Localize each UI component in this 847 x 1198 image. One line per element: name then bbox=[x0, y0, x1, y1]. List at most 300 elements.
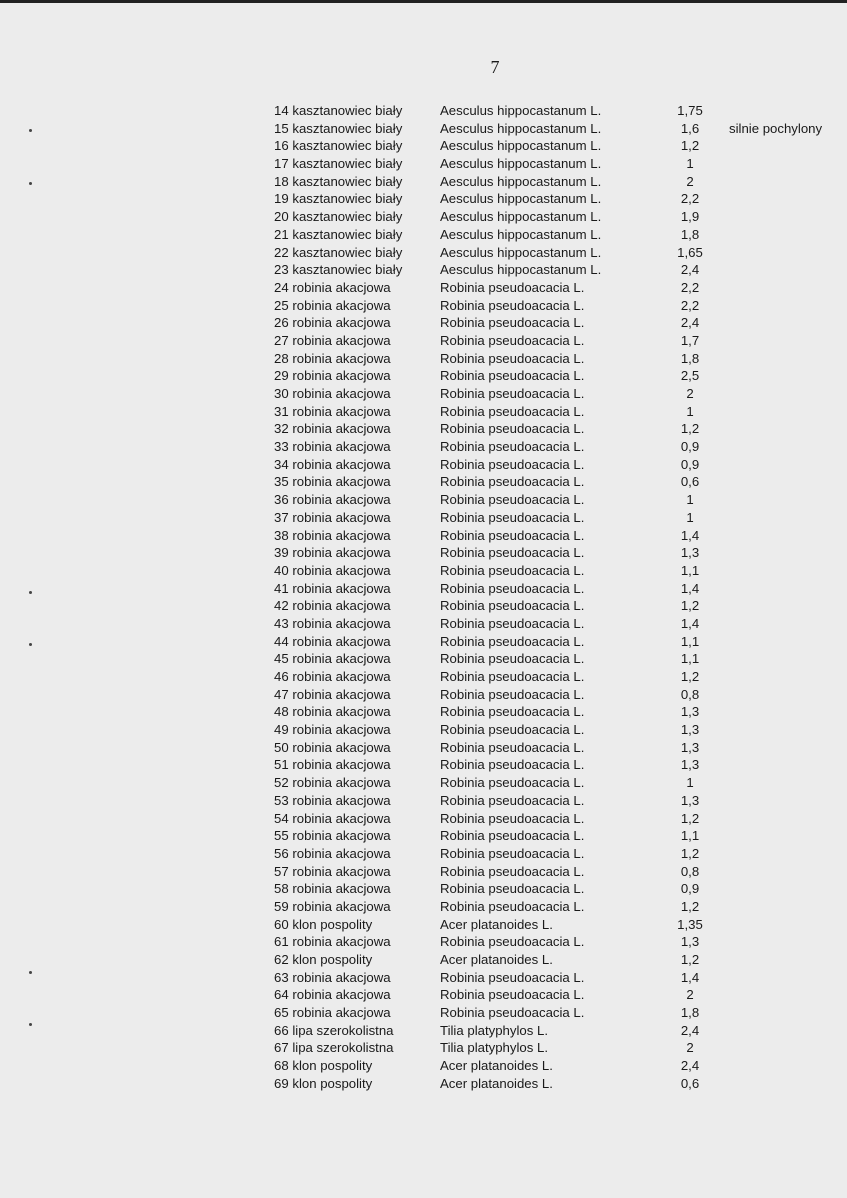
tree-name-cell bbox=[274, 880, 391, 898]
tree-name: robinia akacjowa bbox=[292, 350, 391, 366]
tree-name-cell bbox=[274, 668, 391, 686]
value-cell: 1,2 bbox=[680, 598, 700, 614]
value-cell: 0,8 bbox=[680, 686, 700, 702]
value-cell: 2,4 bbox=[680, 315, 700, 331]
table-row bbox=[0, 863, 847, 881]
value-cell: 0,6 bbox=[680, 474, 700, 490]
latin-name-cell: Robinia pseudoacacia L. bbox=[440, 332, 585, 348]
latin-name-cell: Aesculus hippocastanum L. bbox=[440, 103, 602, 118]
value-cell: 1,3 bbox=[680, 722, 700, 738]
tree-name-cell bbox=[274, 633, 391, 651]
table-row bbox=[0, 969, 847, 987]
table-row bbox=[0, 456, 847, 474]
tree-name: robinia akacjowa bbox=[292, 739, 391, 755]
latin-name-cell: Robinia pseudoacacia L. bbox=[440, 403, 585, 419]
tree-name-cell bbox=[274, 739, 391, 757]
tree-name-cell bbox=[274, 845, 391, 863]
table-row bbox=[0, 615, 847, 633]
tree-name-cell bbox=[274, 1075, 372, 1093]
row-number: 18 bbox=[274, 173, 289, 189]
tree-name: robinia akacjowa bbox=[292, 810, 391, 826]
value-cell: 1,2 bbox=[680, 952, 700, 967]
value-cell: 1,3 bbox=[680, 757, 700, 773]
tree-name-cell bbox=[274, 863, 391, 881]
tree-name: robinia akacjowa bbox=[292, 332, 391, 348]
table-row bbox=[0, 1039, 847, 1057]
value-cell: 2,4 bbox=[680, 262, 700, 278]
tree-name: robinia akacjowa bbox=[292, 615, 391, 631]
value-cell: 2,2 bbox=[680, 279, 700, 295]
value-cell: 1,4 bbox=[680, 580, 700, 596]
tree-name: lipa szerokolistna bbox=[292, 1022, 394, 1038]
table-row bbox=[0, 527, 847, 545]
tree-name: robinia akacjowa bbox=[292, 898, 391, 914]
tree-name: robinia akacjowa bbox=[292, 987, 391, 1003]
table-row bbox=[0, 137, 847, 155]
value-cell: 1,2 bbox=[680, 845, 700, 861]
table-row bbox=[0, 509, 847, 527]
row-number: 44 bbox=[274, 633, 289, 649]
value-cell: 1,2 bbox=[680, 669, 700, 684]
tree-name: robinia akacjowa bbox=[292, 279, 391, 295]
table-row bbox=[0, 1057, 847, 1075]
table-row bbox=[0, 155, 847, 173]
table-row bbox=[0, 951, 847, 969]
table-row bbox=[0, 208, 847, 226]
row-number: 67 bbox=[274, 1040, 289, 1056]
latin-name-cell: Aesculus hippocastanum L. bbox=[440, 226, 602, 242]
table-row bbox=[0, 562, 847, 580]
tree-name-cell bbox=[274, 827, 391, 845]
latin-name-cell: Robinia pseudoacacia L. bbox=[440, 421, 585, 437]
tree-name-cell bbox=[274, 226, 402, 244]
tree-name: robinia akacjowa bbox=[292, 792, 391, 808]
value-cell: 1,2 bbox=[680, 138, 700, 154]
tree-name: robinia akacjowa bbox=[292, 297, 391, 313]
row-number: 31 bbox=[274, 403, 289, 419]
tree-name-cell bbox=[274, 756, 391, 774]
row-number: 42 bbox=[274, 598, 289, 614]
latin-name-cell: Aesculus hippocastanum L. bbox=[440, 262, 602, 278]
row-number: 68 bbox=[274, 1058, 289, 1074]
table-row bbox=[0, 827, 847, 845]
tree-name-cell bbox=[274, 314, 391, 332]
table-row bbox=[0, 633, 847, 651]
latin-name-cell: Robinia pseudoacacia L. bbox=[440, 580, 585, 596]
row-number: 50 bbox=[274, 739, 289, 755]
row-number: 34 bbox=[274, 456, 289, 472]
row-number: 21 bbox=[274, 226, 289, 242]
tree-name-cell bbox=[274, 190, 402, 208]
tree-name-cell bbox=[274, 580, 391, 598]
tree-name: robinia akacjowa bbox=[292, 845, 391, 861]
row-number: 16 bbox=[274, 138, 289, 154]
table-row bbox=[0, 332, 847, 350]
value-cell: 2,4 bbox=[680, 1022, 700, 1038]
latin-name-cell: Robinia pseudoacacia L. bbox=[440, 279, 585, 295]
row-number: 29 bbox=[274, 368, 289, 384]
page-number: 7 bbox=[490, 57, 500, 77]
row-number: 64 bbox=[274, 987, 289, 1003]
row-number: 36 bbox=[274, 492, 289, 508]
table-row bbox=[0, 367, 847, 385]
value-cell: 1,3 bbox=[680, 934, 700, 950]
table-row bbox=[0, 739, 847, 757]
latin-name-cell: Robinia pseudoacacia L. bbox=[440, 792, 585, 808]
value-cell: 2 bbox=[686, 173, 694, 189]
latin-name-cell: Robinia pseudoacacia L. bbox=[440, 315, 585, 331]
row-number: 54 bbox=[274, 810, 289, 826]
table-row bbox=[0, 597, 847, 615]
row-number: 14 bbox=[274, 103, 289, 118]
table-row bbox=[0, 845, 847, 863]
tree-name-cell bbox=[274, 491, 391, 509]
latin-name-cell: Robinia pseudoacacia L. bbox=[440, 474, 585, 490]
tree-name-cell bbox=[274, 208, 402, 226]
tree-name: klon pospolity bbox=[292, 916, 373, 932]
row-number: 56 bbox=[274, 845, 289, 861]
table-row bbox=[0, 544, 847, 562]
row-number: 33 bbox=[274, 439, 289, 455]
row-number: 46 bbox=[274, 669, 289, 684]
value-cell: 2 bbox=[686, 987, 694, 1003]
tree-name: robinia akacjowa bbox=[292, 722, 391, 738]
table-row bbox=[0, 650, 847, 668]
tree-name: kasztanowiec biały bbox=[292, 209, 403, 225]
value-cell: 0,6 bbox=[680, 1075, 700, 1091]
table-row bbox=[0, 420, 847, 438]
row-number: 63 bbox=[274, 969, 289, 985]
tree-name-cell bbox=[274, 774, 391, 792]
row-number: 47 bbox=[274, 686, 289, 702]
tree-name-cell bbox=[274, 933, 391, 951]
tree-name: robinia akacjowa bbox=[292, 863, 391, 879]
tree-name-cell bbox=[274, 332, 391, 350]
row-number: 17 bbox=[274, 156, 289, 172]
latin-name-cell: Acer platanoides L. bbox=[440, 1058, 553, 1074]
tree-name-cell bbox=[274, 951, 372, 969]
latin-name-cell: Aesculus hippocastanum L. bbox=[440, 244, 602, 260]
row-number: 45 bbox=[274, 651, 289, 667]
row-number: 24 bbox=[274, 279, 289, 295]
latin-name-cell: Robinia pseudoacacia L. bbox=[440, 350, 585, 366]
value-cell: 2,2 bbox=[680, 297, 700, 313]
row-number: 52 bbox=[274, 775, 289, 791]
latin-name-cell: Robinia pseudoacacia L. bbox=[440, 775, 585, 791]
latin-name-cell: Robinia pseudoacacia L. bbox=[440, 987, 585, 1003]
tree-name-cell bbox=[274, 1004, 391, 1022]
tree-name: robinia akacjowa bbox=[292, 669, 391, 684]
latin-name-cell: Robinia pseudoacacia L. bbox=[440, 845, 585, 861]
row-number: 15 bbox=[274, 120, 289, 136]
row-number: 55 bbox=[274, 828, 289, 844]
tree-name: robinia akacjowa bbox=[292, 651, 391, 667]
table-row bbox=[0, 350, 847, 368]
tree-name-cell bbox=[274, 615, 391, 633]
latin-name-cell: Robinia pseudoacacia L. bbox=[440, 722, 585, 738]
tree-name: robinia akacjowa bbox=[292, 545, 391, 561]
row-number: 48 bbox=[274, 704, 289, 720]
tree-name-cell bbox=[274, 597, 391, 615]
tree-name: robinia akacjowa bbox=[292, 315, 391, 331]
table-row bbox=[0, 120, 847, 138]
tree-name-cell bbox=[274, 244, 402, 262]
value-cell: 1,35 bbox=[677, 916, 703, 932]
tree-name: robinia akacjowa bbox=[292, 386, 391, 401]
latin-name-cell: Acer platanoides L. bbox=[440, 1075, 553, 1091]
value-cell: 1,8 bbox=[680, 226, 700, 242]
latin-name-cell: Robinia pseudoacacia L. bbox=[440, 386, 585, 401]
table-row bbox=[0, 1004, 847, 1022]
tree-name-cell bbox=[274, 456, 391, 474]
table-row bbox=[0, 226, 847, 244]
row-number: 26 bbox=[274, 315, 289, 331]
row-number: 38 bbox=[274, 527, 289, 543]
table-row bbox=[0, 1075, 847, 1093]
tree-name: robinia akacjowa bbox=[292, 828, 391, 844]
value-cell: 1 bbox=[686, 156, 694, 172]
value-cell: 2,4 bbox=[680, 1058, 700, 1074]
tree-name: robinia akacjowa bbox=[292, 881, 391, 897]
table-row bbox=[0, 473, 847, 491]
value-cell: 2 bbox=[686, 386, 694, 401]
value-cell: 1,2 bbox=[680, 898, 700, 914]
value-cell: 1,4 bbox=[680, 527, 700, 543]
table-row bbox=[0, 297, 847, 315]
latin-name-cell: Aesculus hippocastanum L. bbox=[440, 173, 602, 189]
tree-name: robinia akacjowa bbox=[292, 598, 391, 614]
table-row bbox=[0, 102, 847, 120]
latin-name-cell: Aesculus hippocastanum L. bbox=[440, 191, 602, 207]
value-cell: 0,9 bbox=[680, 439, 700, 455]
tree-name: klon pospolity bbox=[292, 1075, 373, 1091]
row-number: 53 bbox=[274, 792, 289, 808]
table-row bbox=[0, 703, 847, 721]
tree-name-cell bbox=[274, 527, 391, 545]
value-cell: 1,65 bbox=[677, 244, 703, 260]
latin-name-cell: Robinia pseudoacacia L. bbox=[440, 810, 585, 826]
row-number: 49 bbox=[274, 722, 289, 738]
latin-name-cell: Aesculus hippocastanum L. bbox=[440, 138, 602, 154]
tree-name-cell bbox=[274, 792, 391, 810]
tree-name-cell bbox=[274, 1022, 394, 1040]
value-cell: 1,3 bbox=[680, 792, 700, 808]
tree-name: kasztanowiec biały bbox=[292, 120, 403, 136]
row-number: 69 bbox=[274, 1075, 289, 1091]
tree-name: robinia akacjowa bbox=[292, 403, 391, 419]
table-row bbox=[0, 792, 847, 810]
tree-name-cell bbox=[274, 562, 391, 580]
tree-name-cell bbox=[274, 1057, 372, 1075]
value-cell: 1,1 bbox=[680, 651, 700, 667]
latin-name-cell: Robinia pseudoacacia L. bbox=[440, 509, 585, 525]
latin-name-cell: Robinia pseudoacacia L. bbox=[440, 898, 585, 914]
latin-name-cell: Robinia pseudoacacia L. bbox=[440, 368, 585, 384]
tree-name: robinia akacjowa bbox=[292, 439, 391, 455]
latin-name-cell: Robinia pseudoacacia L. bbox=[440, 828, 585, 844]
value-cell: 1,2 bbox=[680, 810, 700, 826]
value-cell: 2,5 bbox=[680, 368, 700, 384]
row-number: 20 bbox=[274, 209, 289, 225]
tree-name: kasztanowiec biały bbox=[292, 226, 403, 242]
tree-name: robinia akacjowa bbox=[292, 686, 391, 702]
tree-name-cell bbox=[274, 120, 402, 138]
tree-name: kasztanowiec biały bbox=[292, 138, 403, 154]
latin-name-cell: Robinia pseudoacacia L. bbox=[440, 863, 585, 879]
table-row bbox=[0, 933, 847, 951]
tree-name-cell bbox=[274, 544, 391, 562]
value-cell: 1,4 bbox=[680, 615, 700, 631]
value-cell: 1,9 bbox=[680, 209, 700, 225]
row-number: 25 bbox=[274, 297, 289, 313]
value-cell: 2,2 bbox=[680, 191, 700, 207]
latin-name-cell: Tilia platyphylos L. bbox=[440, 1040, 548, 1056]
latin-name-cell: Robinia pseudoacacia L. bbox=[440, 881, 585, 897]
latin-name-cell: Aesculus hippocastanum L. bbox=[440, 209, 602, 225]
row-number: 19 bbox=[274, 191, 289, 207]
table-row bbox=[0, 880, 847, 898]
latin-name-cell: Robinia pseudoacacia L. bbox=[440, 633, 585, 649]
row-number: 41 bbox=[274, 580, 289, 596]
latin-name-cell: Robinia pseudoacacia L. bbox=[440, 739, 585, 755]
row-number: 58 bbox=[274, 881, 289, 897]
row-number: 60 bbox=[274, 916, 289, 932]
tree-name: robinia akacjowa bbox=[292, 969, 391, 985]
tree-name-cell bbox=[274, 420, 391, 438]
table-row bbox=[0, 756, 847, 774]
table-row bbox=[0, 385, 847, 403]
latin-name-cell: Robinia pseudoacacia L. bbox=[440, 527, 585, 543]
value-cell: 1,1 bbox=[680, 633, 700, 649]
tree-name: lipa szerokolistna bbox=[292, 1040, 394, 1056]
table-row bbox=[0, 774, 847, 792]
tree-name: robinia akacjowa bbox=[292, 492, 391, 508]
tree-name-cell bbox=[274, 986, 391, 1004]
row-number: 32 bbox=[274, 421, 289, 437]
tree-name: robinia akacjowa bbox=[292, 509, 391, 525]
tree-name-cell bbox=[274, 969, 391, 987]
tree-name-cell bbox=[274, 155, 402, 173]
table-row bbox=[0, 810, 847, 828]
row-number: 37 bbox=[274, 509, 289, 525]
tree-name: robinia akacjowa bbox=[292, 421, 391, 437]
row-number: 35 bbox=[274, 474, 289, 490]
row-number: 65 bbox=[274, 1005, 289, 1021]
latin-name-cell: Robinia pseudoacacia L. bbox=[440, 757, 585, 773]
value-cell: 1,75 bbox=[677, 103, 703, 118]
row-number: 51 bbox=[274, 757, 289, 773]
tree-name-cell bbox=[274, 509, 391, 527]
table-row bbox=[0, 668, 847, 686]
value-cell: 1 bbox=[686, 509, 694, 525]
value-cell: 1,1 bbox=[680, 562, 700, 578]
tree-name-cell bbox=[274, 350, 391, 368]
tree-inventory-table bbox=[0, 102, 847, 1093]
tree-name-cell bbox=[274, 279, 391, 297]
value-cell: 1,8 bbox=[680, 350, 700, 366]
tree-name: robinia akacjowa bbox=[292, 633, 391, 649]
tree-name: kasztanowiec biały bbox=[292, 156, 403, 172]
row-number: 43 bbox=[274, 615, 289, 631]
latin-name-cell: Tilia platyphylos L. bbox=[440, 1022, 548, 1038]
value-cell: 0,9 bbox=[680, 881, 700, 897]
latin-name-cell: Robinia pseudoacacia L. bbox=[440, 669, 585, 684]
latin-name-cell: Robinia pseudoacacia L. bbox=[440, 969, 585, 985]
tree-name-cell bbox=[274, 721, 391, 739]
latin-name-cell: Acer platanoides L. bbox=[440, 916, 553, 932]
scan-top-border bbox=[0, 0, 847, 3]
tree-name: robinia akacjowa bbox=[292, 934, 391, 950]
latin-name-cell: Robinia pseudoacacia L. bbox=[440, 686, 585, 702]
table-row bbox=[0, 279, 847, 297]
latin-name-cell: Robinia pseudoacacia L. bbox=[440, 297, 585, 313]
row-number: 57 bbox=[274, 863, 289, 879]
latin-name-cell: Robinia pseudoacacia L. bbox=[440, 439, 585, 455]
table-row bbox=[0, 580, 847, 598]
table-row bbox=[0, 898, 847, 916]
latin-name-cell: Robinia pseudoacacia L. bbox=[440, 615, 585, 631]
tree-name-cell bbox=[274, 703, 391, 721]
tree-name-cell bbox=[274, 403, 391, 421]
latin-name-cell: Robinia pseudoacacia L. bbox=[440, 545, 585, 561]
tree-name-cell bbox=[274, 102, 402, 120]
tree-name: robinia akacjowa bbox=[292, 580, 391, 596]
table-row bbox=[0, 244, 847, 262]
tree-name-cell bbox=[274, 916, 372, 934]
table-row bbox=[0, 491, 847, 509]
tree-name: robinia akacjowa bbox=[292, 368, 391, 384]
tree-name-cell bbox=[274, 898, 391, 916]
tree-name-cell bbox=[274, 261, 402, 279]
tree-name-cell bbox=[274, 367, 391, 385]
row-number: 30 bbox=[274, 386, 289, 401]
row-number: 28 bbox=[274, 350, 289, 366]
tree-name: klon pospolity bbox=[292, 1058, 373, 1074]
latin-name-cell: Robinia pseudoacacia L. bbox=[440, 598, 585, 614]
tree-name: robinia akacjowa bbox=[292, 775, 391, 791]
tree-name: robinia akacjowa bbox=[292, 757, 391, 773]
tree-name: kasztanowiec biały bbox=[292, 262, 403, 278]
value-cell: 1,3 bbox=[680, 545, 700, 561]
value-cell: 1,4 bbox=[680, 969, 700, 985]
value-cell: 1 bbox=[686, 775, 694, 791]
value-cell: 1,1 bbox=[680, 828, 700, 844]
table-row bbox=[0, 190, 847, 208]
table-row bbox=[0, 314, 847, 332]
tree-name-cell bbox=[274, 473, 391, 491]
table-row bbox=[0, 403, 847, 421]
tree-name: robinia akacjowa bbox=[292, 474, 391, 490]
table-row bbox=[0, 1022, 847, 1040]
row-number: 62 bbox=[274, 952, 289, 967]
tree-name: robinia akacjowa bbox=[292, 527, 391, 543]
tree-name: robinia akacjowa bbox=[292, 704, 391, 720]
tree-name-cell bbox=[274, 1039, 394, 1057]
tree-name-cell bbox=[274, 686, 391, 704]
table-row bbox=[0, 438, 847, 456]
value-cell: 0,9 bbox=[680, 456, 700, 472]
tree-name: kasztanowiec biały bbox=[292, 103, 403, 118]
value-cell: 1,3 bbox=[680, 704, 700, 720]
latin-name-cell: Robinia pseudoacacia L. bbox=[440, 562, 585, 578]
table-row bbox=[0, 261, 847, 279]
latin-name-cell: Robinia pseudoacacia L. bbox=[440, 1005, 585, 1021]
value-cell: 1 bbox=[686, 403, 694, 419]
table-row bbox=[0, 986, 847, 1004]
tree-name-cell bbox=[274, 297, 391, 315]
table-row bbox=[0, 686, 847, 704]
tree-name-cell bbox=[274, 438, 391, 456]
